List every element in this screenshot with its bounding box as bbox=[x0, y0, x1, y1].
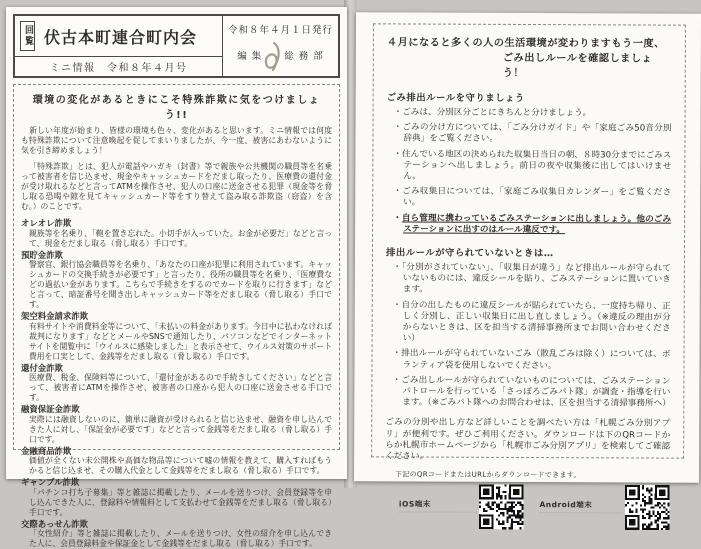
article-intro bbox=[21, 126, 332, 156]
rule-bullet-text: ごみの分け方については、「ごみ分けガイド」や「家庭ごみ50音分別辞典」をご覧ください。 bbox=[402, 123, 671, 145]
qr-code-ios-icon bbox=[479, 484, 524, 530]
violation-section-heading: 排出ルールが守られていないときは… bbox=[386, 244, 671, 259]
fraud-type-heading: 交際あっせん詐欺 bbox=[21, 519, 332, 530]
issue-info-row: ミニ情報 令和８年４月号 bbox=[15, 57, 222, 76]
fraud-type-description: 「女性紹介」等と雑誌に掲載したり、メールを送りつけ、女性の紹介を申し込んできた人に、会員登録料金や保証金として金銭等をだまし取る（脅し取る）手口です。 bbox=[21, 529, 332, 549]
qr-code-row bbox=[385, 484, 670, 531]
rule-bullet bbox=[393, 149, 671, 184]
article-headline: 環境の変化があるときにこそ特殊詐欺に気をつけましょう!! bbox=[21, 91, 332, 121]
header-title-row bbox=[15, 16, 222, 57]
fraud-type-description: 有料サイトや消費料金等について、「未払いの料金があります。今日中に払わなければ裁判になります」などとメールやSNSで通知したり、パソコンなどでインターネットサイトを閲覧中に「ウイルスに感染しました」と表示させて、ウイルス対策のサポート費用を口実として、金銭等をだまし取る（脅し取る）手口です。 bbox=[21, 322, 332, 362]
violation-bullet bbox=[392, 349, 670, 373]
fraud-type-description: 医療費、税金、保険料等について、「還付金があるので手続きしてください」などと言って、被害者にATMを操作させ、被害者の口座から犯人の口座に送金させる手口です。 bbox=[21, 373, 332, 403]
rule-bullet-text: 住んでいる地区の決められた収集日当日の朝、８時30分までにごみステーションへ出しましょう。前日の夜や収集後に出してはいけません。 bbox=[402, 149, 671, 181]
editor-label: 編 集 bbox=[237, 48, 262, 62]
qr-code-android-icon bbox=[625, 485, 670, 531]
fraud-section bbox=[21, 446, 332, 477]
fraud-type-heading: 融資保証金詐欺 bbox=[21, 404, 332, 415]
violation-bullet-text: 「分別がされていない」、「収集日が違う」など排出ルールが守られていないものには、違反シールを貼り、ごみステーションに置いていきます。 bbox=[402, 262, 671, 295]
fraud-section bbox=[21, 250, 332, 311]
newsletter-page-fraud bbox=[6, 7, 347, 479]
violation-bullet-text: 自分の出したものに違反シールが貼られていたら、一度持ち帰り、正しく分別し、正しい収集日に出し直しましょう。（※違反の理由が分からないときは、区を担当する清掃事務所までお問い合わせください） bbox=[401, 300, 670, 344]
approval-stamp-icon bbox=[263, 42, 283, 72]
rule-bullet bbox=[393, 187, 671, 211]
notice-title-line2: ごみ出しルールを確認しましょう！ bbox=[387, 50, 672, 81]
header-left-block bbox=[15, 16, 223, 76]
fraud-type-heading: 金融商品詐欺 bbox=[21, 446, 332, 457]
fraud-type-heading: オレオレ詐欺 bbox=[21, 218, 332, 229]
rule-bullet-text: ごみは、分別区分ごとにきちんと分けましょう。 bbox=[402, 107, 591, 118]
fraud-section bbox=[21, 477, 332, 518]
circulation-stamp-box: 回覧 bbox=[20, 21, 35, 51]
ios-device-label: iOS端末 bbox=[399, 499, 477, 513]
violation-bullet bbox=[393, 300, 671, 346]
notice-title-line1: ４月になると多くの人の生活環境が変わりますもう一度、 bbox=[387, 37, 665, 49]
violation-bullet-text: ごみ出しルールが守られていないものについては、ごみステーションパトロールを行っている「さっぽろごみパト隊」が調査・指導を行います。（※ごみパト隊へのお問合わせは、区を担当する清掃事務所へ） bbox=[401, 375, 671, 409]
android-device-label: Android端末 bbox=[539, 499, 623, 513]
fraud-type-description: 価値が全くない未公開株や高価な物品等について嘘の情報を教えて、購入すればもうかると信じ込ませ、その購入代金として金銭等をだまし取る（脅し取る）手口です。 bbox=[21, 456, 332, 476]
notice-title bbox=[387, 35, 672, 81]
violation-bullet-text: 排出ルールが守られていないごみ（散乱ごみは除く）については、ボランティア袋を使用しないでください。 bbox=[401, 349, 670, 371]
rule-bullet bbox=[394, 107, 672, 119]
fraud-article-box bbox=[13, 84, 340, 450]
header-publication-block bbox=[223, 16, 338, 76]
notice-page-garbage bbox=[354, 12, 701, 483]
fraud-section bbox=[21, 218, 332, 249]
fraud-type-description: 「パチンコ打ち子募集」等と雑誌に掲載したり、メールを送りつけ、会員登録等を申し込んできた人に、登録料や情報料として支払わせて金銭等をだまし取る（脅し取る）手口です。 bbox=[21, 488, 332, 518]
fraud-type-heading: 預貯金詐欺 bbox=[21, 250, 332, 261]
fraud-type-description: 親族等を名乗り、「鞄を置き忘れた。小切手が入っていた。お金が必要だ」などと言って、現金をだまし取る（脅し取る）手口です。 bbox=[21, 229, 332, 249]
rule-bullet bbox=[393, 123, 671, 147]
violation-bullet bbox=[393, 262, 671, 297]
rule-bullet-emphasized bbox=[393, 213, 671, 237]
fraud-type-heading: 還付金詐欺 bbox=[21, 363, 332, 374]
fraud-definition bbox=[21, 162, 332, 212]
fraud-section bbox=[21, 311, 332, 362]
publication-date: 令和８年４月１日発行 bbox=[228, 22, 333, 36]
newsletter-header bbox=[13, 14, 340, 78]
fraud-type-description: 警察官、銀行協会職員等を名乗り、「あなたの口座が犯罪に利用されています。キャッシュカードの交換手続きが必要です」と言ったり、役所の職員等を名乗り、「医療費などの過払い金があります。こちらで手続きをするのでカードを取りに行きます」などと言って、暗証番号を聞き出しキャッシュカード等をだまし取る（脅し取る）手口です。 bbox=[21, 260, 332, 310]
association-title: 伏古本町連合町内会 bbox=[44, 25, 197, 48]
fraud-type-description: 実際には融資しないのに、簡単に融資が受けられると信じ込ませ、融資を申し込んできた人に対し、「保証金が必要です」などと言って金銭等をだまし取る（脅し取る）手口です。 bbox=[21, 415, 332, 445]
qr-download-note: 下記のQRコードまたはURLからダウンロードできます。 bbox=[395, 470, 670, 481]
fraud-section bbox=[21, 404, 332, 445]
rule-bullet-text: ごみ収集日については、「家庭ごみ収集日カレンダー」をご覧ください。 bbox=[402, 187, 671, 208]
garbage-notice-box bbox=[371, 23, 686, 458]
fraud-type-heading: ギャンブル詐欺 bbox=[21, 477, 332, 488]
fraud-section bbox=[21, 363, 332, 404]
rules-section-heading: ごみ排出ルールを守りましょう bbox=[387, 89, 672, 104]
violation-bullet bbox=[392, 375, 670, 410]
fraud-section bbox=[21, 519, 332, 549]
article-intro-text: 新しい年度が始まり、皆様の環境も色々、変化があると思います。ミニ情報では何度も特殊詐欺について注意喚起を促してまいりましたが、今一度、被害にあわないように気を引き締めましょう！ bbox=[21, 126, 332, 155]
fraud-type-heading: 架空料金請求詐欺 bbox=[21, 311, 332, 322]
app-info-paragraph: ごみの分別や出し方など詳しいことを調べたい方は「札幌ごみ分別アプリ」が便利です。ぜひご利用ください。ダウンロードは下のQRコードからか札幌市ホームページから「札幌市ごみ分別アプリ」を検索してご確認ください。 bbox=[385, 418, 670, 464]
editor-line bbox=[237, 40, 324, 70]
rule-bullet-text: 自ら管理に携わっているごみステーションに出しましょう。他のごみステーションに出すのはルール違反です。 bbox=[402, 213, 671, 235]
editor-department: 総 務 部 bbox=[284, 48, 324, 62]
fraud-definition-text: 「特殊詐欺」とは、犯人が電話やハガキ（封書）等で親族や公共機関の職員等を名乗って被害者を信じ込ませ、現金やキャッシュカードをだまし取ったり、医療費の還付金が受け取れるなどと言ってATMを操作させ、犯人の口座に送金させる犯罪（現金等を脅し取る恐喝や隙を見てキャッシュカード等をすり替えて盗み取る詐欺盗（窃盗）を含む。）のことです。 bbox=[21, 162, 332, 211]
